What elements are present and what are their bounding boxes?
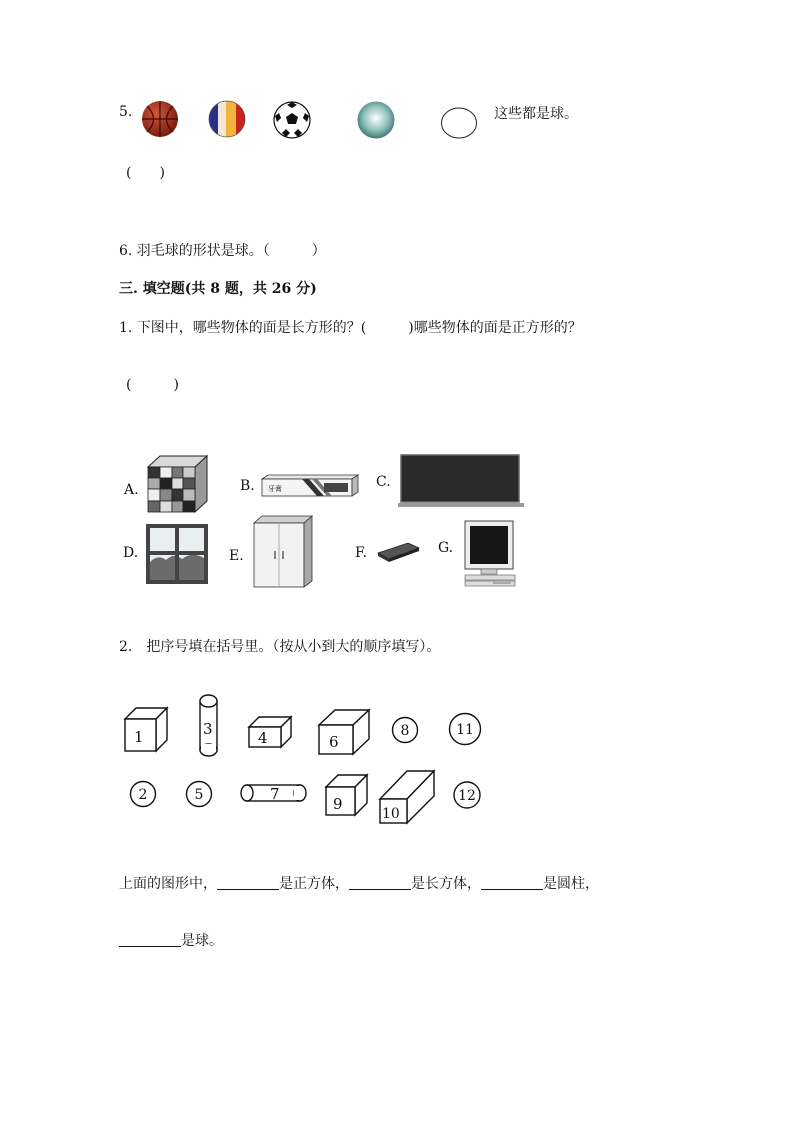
toothpaste-label: 牙膏 (268, 485, 282, 493)
fill2-answer-line-1 (119, 873, 599, 893)
shape-10-number: 10 (382, 806, 400, 822)
monitor-image (463, 520, 517, 588)
glass-sphere-icon (356, 100, 396, 140)
section-title: 三. 填空题(共 8 题，共 26 分) (119, 281, 317, 297)
shape-10-cuboid (379, 770, 435, 825)
fill1-answer-paren[interactable]: ( ) (126, 377, 179, 393)
q6-text: 6. 羽毛球的形状是球。（ ） (119, 243, 326, 259)
cube-answer-text: 是正方体， (279, 876, 349, 892)
option-d-label: D. (123, 545, 139, 561)
shape-3-cylinder (198, 694, 220, 758)
shape-11-sphere (448, 712, 482, 746)
shape-5-sphere (185, 780, 213, 808)
shape-6-number: 6 (329, 733, 339, 751)
q5-number: 5. (119, 104, 133, 120)
cylinder-answer-text: 是圆柱， (543, 876, 599, 892)
shape-2-number: 2 (138, 787, 148, 803)
blackboard-image (398, 454, 524, 509)
shape-7-cylinder (240, 783, 308, 803)
fill2-answer-line-2 (119, 930, 223, 950)
shape-9-cube (325, 774, 369, 816)
cuboid-answer-text: 是长方体， (411, 876, 481, 892)
option-a-label: A. (124, 482, 139, 498)
shape-4-number: 4 (258, 729, 268, 747)
shape-12-number: 12 (458, 788, 476, 804)
fill1-question: 1. 下图中，哪些物体的面是长方形的？( )哪些物体的面是正方形的？ (119, 320, 582, 336)
shape-2-sphere (129, 780, 157, 808)
cabinet-image (253, 515, 313, 588)
rubiks-cube-image (147, 455, 209, 513)
shape-3-number: 3 (203, 720, 213, 738)
option-g-label: G. (438, 540, 454, 556)
shape-8-number: 8 (400, 723, 410, 739)
shape-8-sphere (391, 716, 419, 744)
sphere-answer-blank[interactable] (119, 932, 181, 947)
fill2-question: 2. 把序号填在括号里。（按从小到大的顺序填写）。 (119, 639, 441, 655)
shape-6-cuboid (318, 709, 370, 755)
fill2-answer-prefix: 上面的图形中， (119, 876, 217, 892)
ellipse-icon (440, 106, 478, 140)
cylinder-answer-blank[interactable] (481, 875, 543, 890)
cuboid-answer-blank[interactable] (349, 875, 411, 890)
shape-4-cuboid (248, 716, 292, 748)
option-c-label: C. (376, 474, 391, 490)
shape-11-number: 11 (456, 722, 474, 738)
cube-answer-blank[interactable] (217, 875, 279, 890)
shape-7-number: 7 (270, 785, 280, 803)
shape-1-number: 1 (134, 728, 144, 746)
shape-1-cube (124, 707, 170, 753)
option-e-label: E. (229, 548, 244, 564)
beach-ball-icon (207, 100, 247, 140)
soccer-ball-icon (272, 100, 312, 140)
q5-answer-paren[interactable]: ( ) (126, 165, 165, 181)
q5-statement: 这些都是球。 (494, 106, 578, 122)
option-b-label: B. (240, 478, 255, 494)
window-image (146, 524, 208, 584)
eraser-image (378, 543, 420, 563)
shape-9-number: 9 (333, 795, 343, 813)
shape-12-sphere (452, 780, 482, 810)
basketball-icon (140, 100, 180, 140)
toothpaste-box-image (262, 475, 358, 497)
sphere-answer-text: 是球。 (181, 933, 223, 949)
option-f-label: F. (355, 545, 367, 561)
shape-5-number: 5 (194, 787, 204, 803)
